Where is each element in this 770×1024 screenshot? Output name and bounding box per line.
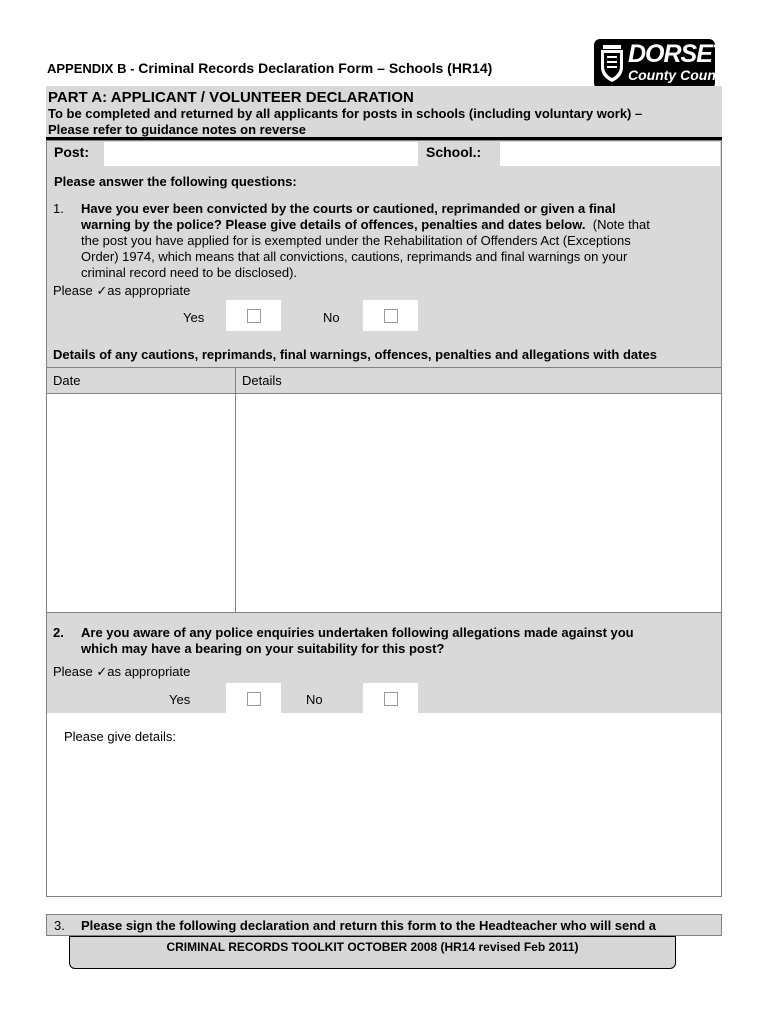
question2-line-1: Are you aware of any police enquiries undertaken following allegations made against you <box>81 625 634 640</box>
part-a-header <box>46 86 722 137</box>
question2-number: 2. <box>53 625 64 640</box>
page-footer <box>69 936 676 969</box>
logo-county-council: County Council <box>628 67 732 83</box>
question1-no-cell <box>363 300 418 331</box>
instructions: Please answer the following questions: <box>54 174 297 189</box>
question1-yes-label: Yes <box>183 310 205 325</box>
question1-number: 1. <box>53 201 64 216</box>
question2-yes-cell <box>226 683 281 713</box>
crest-icon <box>598 45 626 83</box>
dorset-county-council-logo <box>594 39 732 89</box>
question3-number: 3. <box>54 918 65 933</box>
question1-text <box>81 201 721 281</box>
question1-no-label: No <box>323 310 340 325</box>
question2-no-label: No <box>306 692 323 707</box>
form-title <box>47 60 492 76</box>
question3-text: Please sign the following declaration and return this form to the Headteacher who will send a <box>81 918 656 933</box>
question1-line-1: Have you ever been convicted by the courts or cautioned, reprimanded or given a final <box>81 201 616 216</box>
question2-text <box>81 625 721 657</box>
question2-line-2: which may have a bearing on your suitability for this post? <box>81 641 445 656</box>
table-header <box>47 368 721 393</box>
question1-tick-prompt: Please ✓as appropriate <box>53 283 191 298</box>
question1-line-5: criminal record need to be disclosed). <box>81 265 298 280</box>
date-entry-area[interactable] <box>48 395 234 611</box>
part-a-heading: PART A: APPLICANT / VOLUNTEER DECLARATION <box>48 89 414 106</box>
question1-line-2 <box>81 217 721 233</box>
question1-yes-checkbox[interactable] <box>247 309 261 323</box>
post-input[interactable] <box>104 142 418 166</box>
appendix-label: APPENDIX B - <box>47 61 135 76</box>
details-heading: Details of any cautions, reprimands, final warnings, offences, penalties and allegations with dates <box>53 347 657 362</box>
question2-yes-checkbox[interactable] <box>247 692 261 706</box>
question2-tick-prompt: Please ✓as appropriate <box>53 664 191 679</box>
question1-bold-line-2: warning by the police? Please give details of offences, penalties and dates below. <box>81 217 586 232</box>
logo-dorset: DORSET <box>628 40 727 68</box>
school-input[interactable] <box>500 142 720 166</box>
part-a-subheading <box>48 106 642 138</box>
post-label: Post: <box>54 144 89 160</box>
question1-line-4: Order) 1974, which means that all convictions, cautions, reprimands and final warnings on your <box>81 249 628 264</box>
footer-text: CRIMINAL RECORDS TOOLKIT OCTOBER 2008 (HR14 revised Feb 2011) <box>166 940 579 954</box>
table-header-details: Details <box>242 373 282 388</box>
question3-panel <box>46 914 722 936</box>
details-entry-area[interactable] <box>237 395 720 611</box>
question1-no-checkbox[interactable] <box>384 309 398 323</box>
question1-note-start: (Note that <box>592 217 650 232</box>
form-title-text: Criminal Records Declaration Form – Schools (HR14) <box>138 60 493 76</box>
question2-details-prompt: Please give details: <box>64 729 177 744</box>
question2-no-checkbox[interactable] <box>384 692 398 706</box>
school-label: School.: <box>426 144 482 160</box>
question2-no-cell <box>363 683 418 713</box>
question1-yes-cell <box>226 300 281 331</box>
part-a-subheading-line-1: To be completed and returned by all applicants for posts in schools (including voluntary work) – <box>48 106 643 121</box>
question2-details-area[interactable] <box>48 750 720 895</box>
part-a-subheading-line-2: Please refer to guidance notes on reverse <box>48 122 306 137</box>
table-column-divider <box>235 368 236 612</box>
question2-yes-label: Yes <box>169 692 191 707</box>
table-header-border <box>47 393 721 394</box>
question1-line-3: the post you have applied for is exempted under the Rehabilitation of Offenders Act (Exceptions <box>81 233 631 248</box>
table-header-date: Date <box>53 373 81 388</box>
